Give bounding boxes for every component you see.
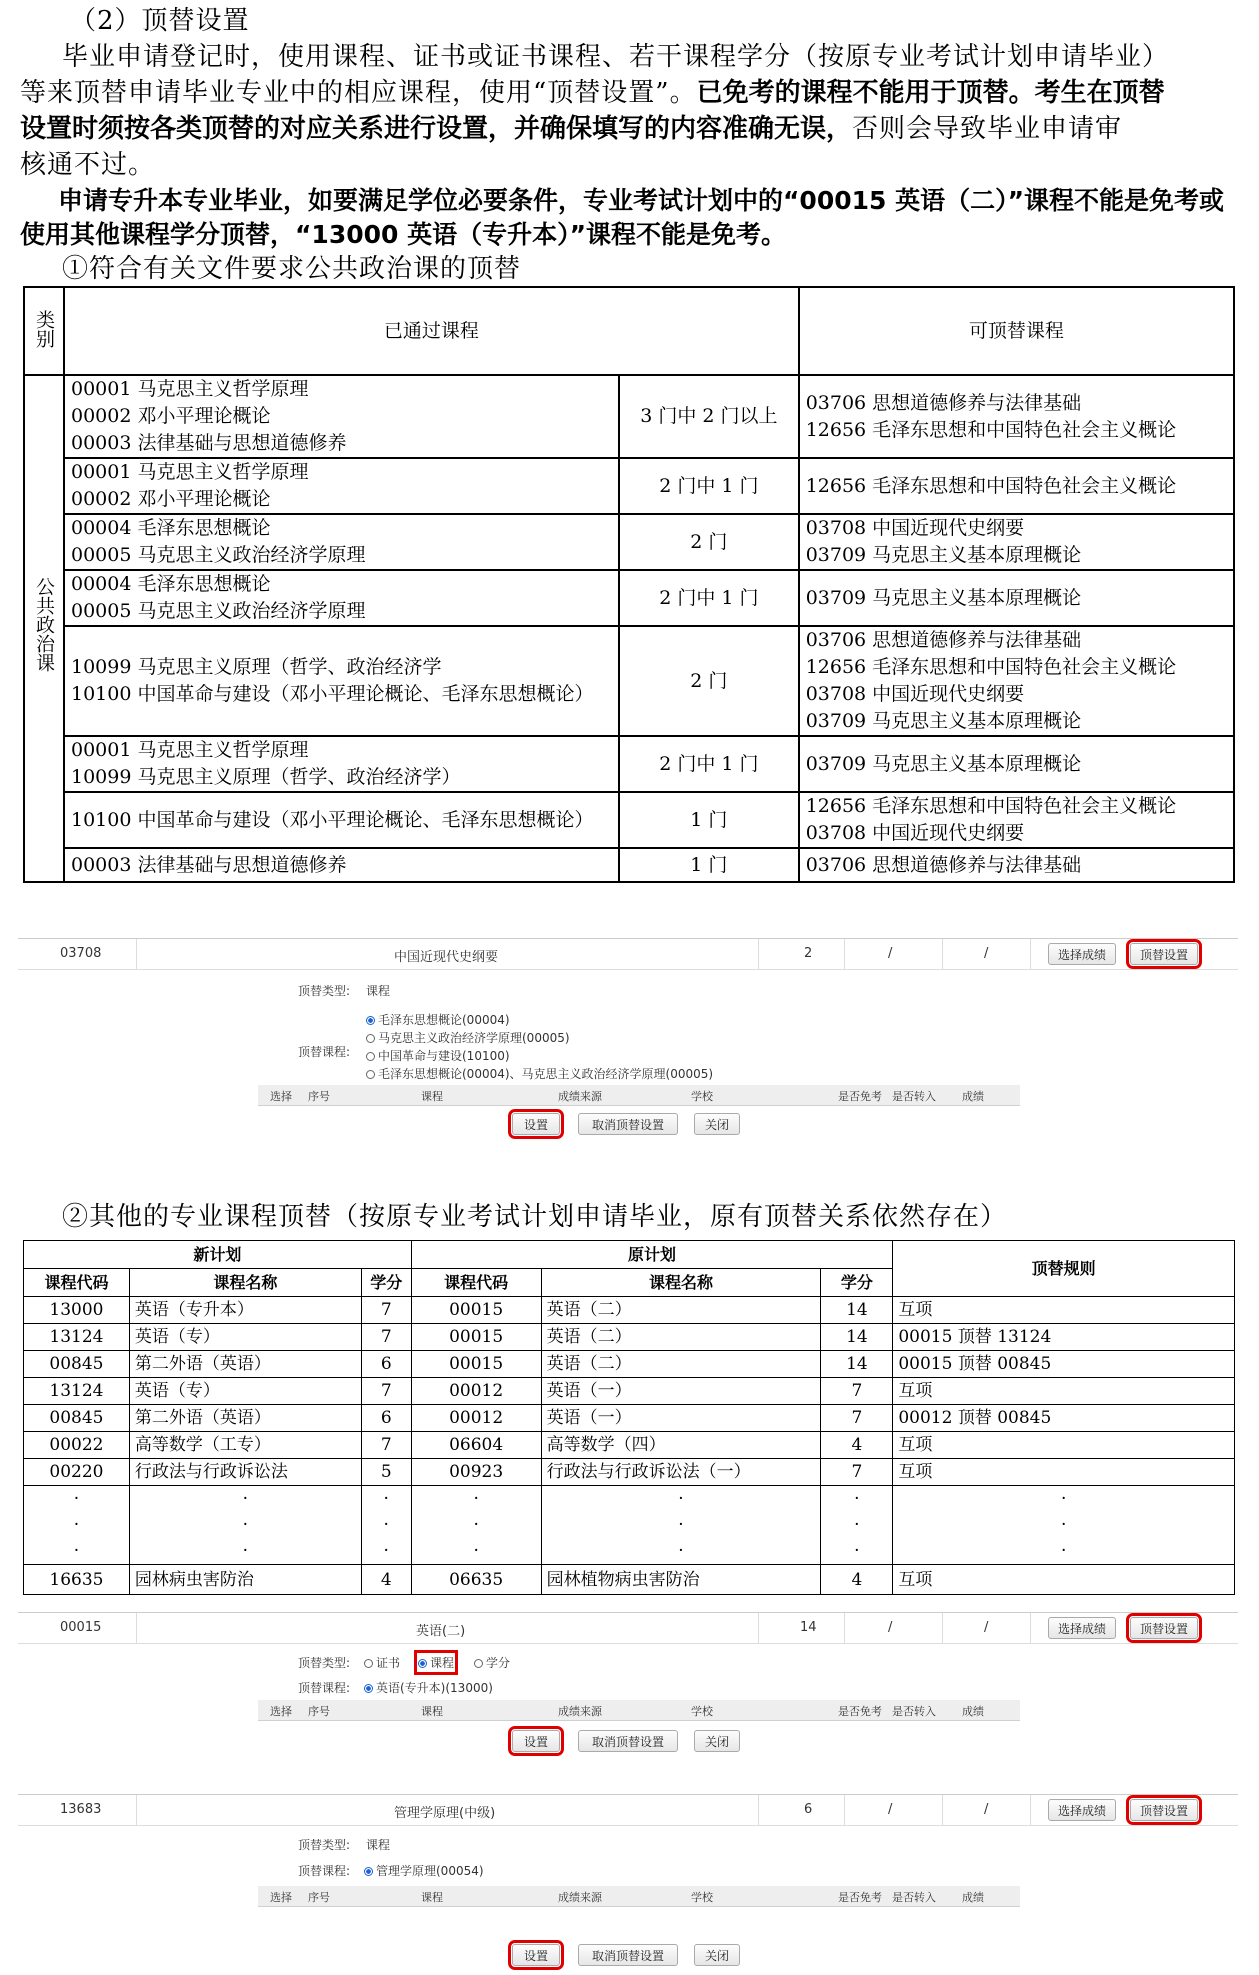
close-button[interactable]: 关闭 (694, 1113, 740, 1135)
passed-courses: 10100 中国革命与建设（邓小平理论概论、毛泽东思想概论） (64, 792, 619, 848)
required-count: 2 门中 1 门 (619, 736, 799, 792)
radio-selected-icon (364, 1867, 373, 1876)
old-plan-header: 原计划 (411, 1241, 893, 1269)
radio-icon (366, 1052, 375, 1061)
passed-courses: 00001 马克思主义哲学原理 10099 马克思主义原理（哲学、政治经济学） (64, 736, 619, 792)
passed-courses: 10099 马克思主义原理（哲学、政治经济学 10100 中国革命与建设（邓小平理论概论、毛泽东思想概论） (64, 626, 619, 736)
radio-icon (364, 1659, 373, 1668)
cancel-replace-button[interactable]: 取消顶替设置 (578, 1113, 678, 1135)
replacement-panel-00015 (18, 1612, 1238, 1784)
score-table-header: 选择 序号 课程 成绩来源 学校 是否免考 是否转入 成绩 (258, 1886, 1020, 1907)
course-code: 03708 (60, 946, 102, 961)
option-1[interactable]: 英语(专升本)(13000) (364, 1679, 493, 1696)
replaceable-courses: 12656 毛泽东思想和中国特色社会主义概论 03708 中国近现代史纲要 (799, 792, 1234, 848)
option-3[interactable]: 中国革命与建设(10100) (366, 1047, 510, 1064)
subheading-2: ②其他的专业课程顶替（按原专业考试计划申请毕业，原有顶替关系依然存在） (62, 1202, 1008, 1232)
course-label: 顶替课程: (298, 1681, 351, 1695)
radio-icon (366, 1034, 375, 1043)
passed-courses: 00004 毛泽东思想概论 00005 马克思主义政治经济学原理 (64, 514, 619, 570)
slash-2: / (984, 946, 989, 961)
cancel-replace-button[interactable]: 取消顶替设置 (578, 1730, 678, 1752)
course-credit: 14 (800, 1620, 817, 1635)
para2-line1: 申请专升本专业毕业，如要满足学位必要条件，专业考试计划中的“00015 英语（二）”课程不能是免考或 (58, 186, 1225, 215)
table-row: 16635 园林病虫害防治 4 06635 园林植物病虫害防治 4 互项 (24, 1565, 1235, 1595)
table-row (24, 570, 1234, 626)
option-4[interactable]: 毛泽东思想概论(00004)、马克思主义政治经济学原理(00005) (366, 1065, 713, 1082)
col-code: 课程代码 (411, 1269, 541, 1297)
para2-line2: 使用其他课程学分顶替，“13000 英语（专升本）”课程不能是免考。 (20, 220, 787, 249)
slash-2: / (984, 1620, 989, 1635)
new-plan-header: 新计划 (24, 1241, 412, 1269)
course-credit: 6 (804, 1802, 813, 1817)
course-name: 英语(二) (416, 1624, 466, 1639)
course-code: 00015 (60, 1620, 102, 1635)
passed-courses: 00001 马克思主义哲学原理 00002 邓小平理论概论 00003 法律基础与思想道德修养 (64, 375, 619, 458)
para1-line4: 核通不过。 (20, 150, 156, 180)
politics-replacement-table (23, 286, 1235, 883)
para1-line2: 等来顶替申请毕业专业中的相应课程，使用“顶替设置”。已免考的课程不能用于顶替。考生在顶替 (20, 78, 1165, 108)
table-row: 00845 第二外语（英语） 6 00015 英语（二） 14 00015 顶替 00845 (24, 1351, 1235, 1378)
course-replacement-table (23, 1240, 1235, 1595)
select-score-button[interactable]: 选择成绩 (1048, 1799, 1116, 1821)
course-credit: 2 (804, 946, 813, 961)
required-count: 2 门 (619, 626, 799, 736)
required-count: 2 门中 1 门 (619, 570, 799, 626)
passed-courses: 00001 马克思主义哲学原理 00002 邓小平理论概论 (64, 458, 619, 514)
replace-setting-button[interactable]: 顶替设置 (1130, 1617, 1198, 1639)
type-label: 顶替类型: (298, 984, 351, 998)
para1-line3: 设置时须按各类顶替的对应关系进行设置，并确保填写的内容准确无误，否则会导致毕业申请审 (20, 114, 1123, 144)
rule-header: 顶替规则 (893, 1241, 1235, 1297)
replacement-panel-13683 (18, 1794, 1238, 1972)
table-row: 13124 英语（专） 7 00015 英语（二） 14 00015 顶替 13124 (24, 1324, 1235, 1351)
set-button[interactable]: 设置 (512, 1730, 560, 1752)
table-row (24, 375, 1234, 458)
required-count: 2 门 (619, 514, 799, 570)
subheading-1: ①符合有关文件要求公共政治课的顶替 (62, 254, 522, 284)
section-heading: （2）顶替设置 (70, 6, 250, 36)
course-name: 中国近现代史纲要 (394, 950, 499, 965)
select-score-button[interactable]: 选择成绩 (1048, 943, 1116, 965)
table-row (24, 736, 1234, 792)
replaceable-courses: 03708 中国近现代史纲要 03709 马克思主义基本原理概论 (799, 514, 1234, 570)
set-button[interactable]: 设置 (512, 1944, 560, 1966)
type-value: 课程 (366, 1838, 391, 1852)
slash-1: / (888, 946, 893, 961)
cancel-replace-button[interactable]: 取消顶替设置 (578, 1944, 678, 1966)
para1-line1: 毕业申请登记时，使用课程、证书或证书课程、若干课程学分（按原专业考试计划申请毕业） (62, 42, 1170, 72)
option-2[interactable]: 马克思主义政治经济学原理(00005) (366, 1029, 570, 1046)
required-count: 1 门 (619, 792, 799, 848)
replaceable-courses: 12656 毛泽东思想和中国特色社会主义概论 (799, 458, 1234, 514)
col-code: 课程代码 (24, 1269, 130, 1297)
table-row: 00845 第二外语（英语） 6 00012 英语（一） 7 00012 顶替 00845 (24, 1405, 1235, 1432)
required-count: 2 门中 1 门 (619, 458, 799, 514)
passed-courses: 00003 法律基础与思想道德修养 (64, 848, 619, 882)
replace-setting-button[interactable]: 顶替设置 (1130, 943, 1198, 965)
table-row (24, 458, 1234, 514)
col-credit: 学分 (821, 1269, 893, 1297)
replaceable-courses: 03706 思想道德修养与法律基础 12656 毛泽东思想和中国特色社会主义概论 (799, 375, 1234, 458)
table-row: 00220 行政法与行政诉讼法 5 00923 行政法与行政诉讼法（一） 7 互项 (24, 1459, 1235, 1486)
table-row (24, 626, 1234, 736)
score-table-header: 选择 序号 课程 成绩来源 学校 是否免考 是否转入 成绩 (258, 1700, 1020, 1721)
required-count: 1 门 (619, 848, 799, 882)
type-option-cert[interactable]: 证书 (364, 1654, 400, 1671)
replaceable-courses: 03709 马克思主义基本原理概论 (799, 570, 1234, 626)
col-credit: 学分 (361, 1269, 411, 1297)
replacement-panel-03708 (18, 938, 1238, 1183)
table-row: 13000 英语（专升本） 7 00015 英语（二） 14 互项 (24, 1297, 1235, 1324)
passed-courses: 00004 毛泽东思想概论 00005 马克思主义政治经济学原理 (64, 570, 619, 626)
replace-setting-button[interactable]: 顶替设置 (1130, 1799, 1198, 1821)
type-label: 顶替类型: (298, 1838, 351, 1852)
course-name: 管理学原理(中级) (394, 1806, 496, 1821)
type-value: 课程 (366, 984, 391, 998)
radio-selected-icon (418, 1659, 427, 1668)
replaceable-courses: 03706 思想道德修养与法律基础 12656 毛泽东思想和中国特色社会主义概论 03708 中国近现代史纲要 03709 马克思主义基本原理概论 (799, 626, 1234, 736)
header-passed: 已通过课程 (64, 287, 799, 375)
header-replace: 可顶替课程 (799, 287, 1234, 375)
type-option-credit[interactable]: 学分 (474, 1654, 510, 1671)
radio-icon (474, 1659, 483, 1668)
table-row: 13124 英语（专） 7 00012 英语（一） 7 互项 (24, 1378, 1235, 1405)
course-label: 顶替课程: (298, 1864, 351, 1878)
radio-selected-icon (364, 1684, 373, 1693)
col-name: 课程名称 (541, 1269, 821, 1297)
table-row (24, 792, 1234, 848)
score-table-header: 选择 序号 课程 成绩来源 学校 是否免考 是否转入 成绩 (258, 1085, 1020, 1106)
table-row (24, 514, 1234, 570)
ellipsis-row: · · · · · · · · · · · · · · · · · · · · · (24, 1486, 1235, 1565)
course-label: 顶替课程: (298, 1045, 351, 1059)
required-count: 3 门中 2 门以上 (619, 375, 799, 458)
close-button[interactable]: 关闭 (694, 1730, 740, 1752)
option-1[interactable]: 毛泽东思想概论(00004) (366, 1011, 510, 1028)
replaceable-courses: 03709 马克思主义基本原理概论 (799, 736, 1234, 792)
course-code: 13683 (60, 1802, 102, 1817)
select-score-button[interactable]: 选择成绩 (1048, 1617, 1116, 1639)
header-category: 类别 (24, 287, 64, 375)
slash-2: / (984, 1802, 989, 1817)
close-button[interactable]: 关闭 (694, 1944, 740, 1966)
radio-icon (366, 1070, 375, 1079)
option-1[interactable]: 管理学原理(00054) (364, 1862, 484, 1879)
table-row: 00022 高等数学（工专） 7 06604 高等数学（四） 4 互项 (24, 1432, 1235, 1459)
slash-1: / (888, 1620, 893, 1635)
replaceable-courses: 03706 思想道德修养与法律基础 (799, 848, 1234, 882)
slash-1: / (888, 1802, 893, 1817)
set-button[interactable]: 设置 (512, 1113, 560, 1135)
type-option-course[interactable]: 课程 (418, 1654, 454, 1671)
col-name: 课程名称 (129, 1269, 361, 1297)
table-row (24, 848, 1234, 882)
category-cell: 公共政治课 (24, 375, 64, 882)
radio-selected-icon (366, 1016, 375, 1025)
type-label: 顶替类型: (298, 1656, 351, 1670)
